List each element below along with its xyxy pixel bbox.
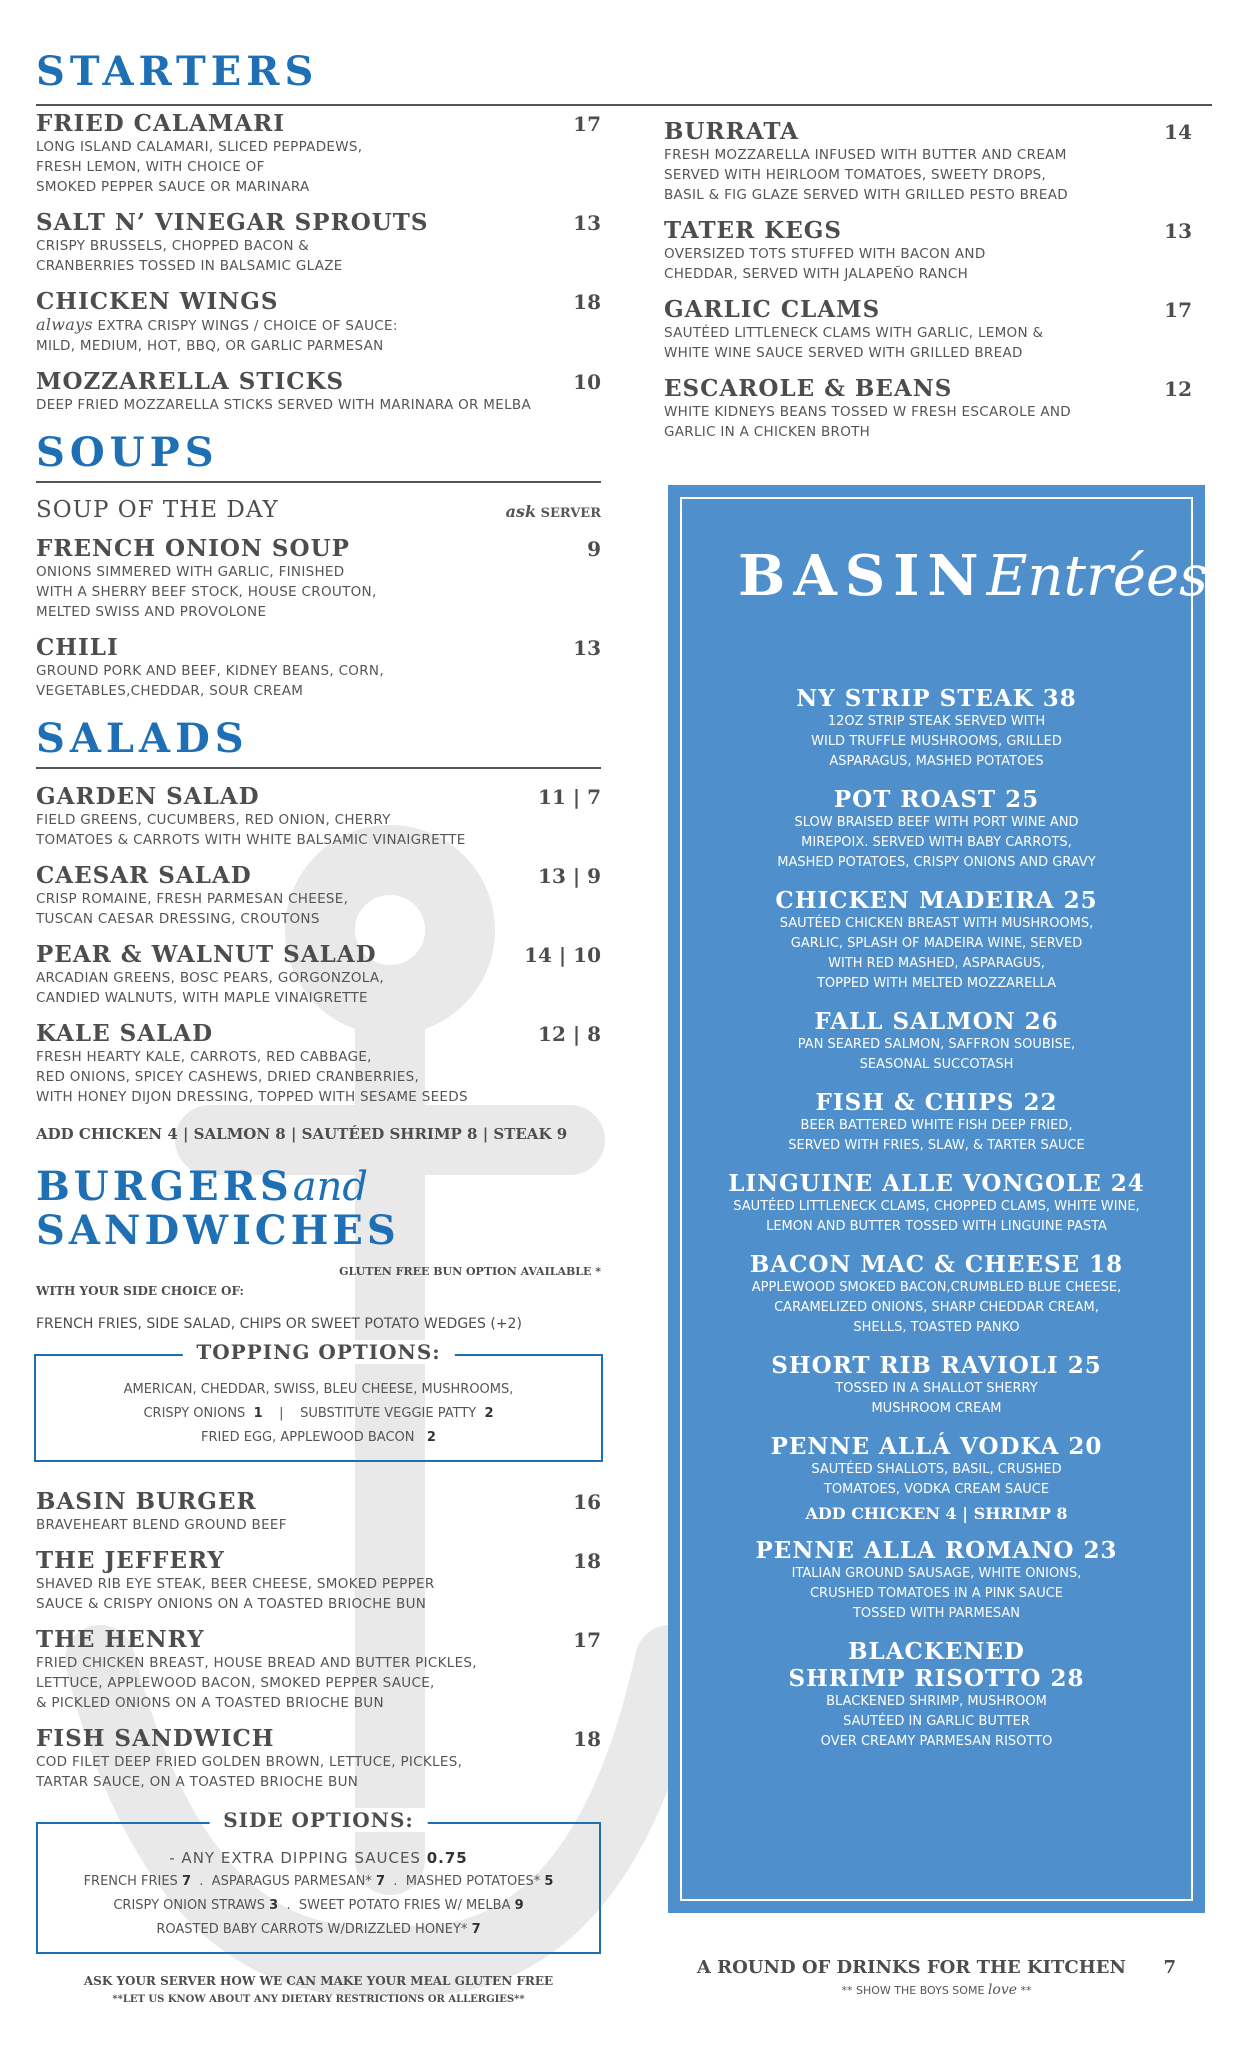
item-desc: DEEP FRIED MOZZARELLA STICKS SERVED WITH MARINARA OR MELBA <box>36 397 532 413</box>
entree-item <box>668 1537 1205 1624</box>
entree-item <box>668 1251 1205 1338</box>
topping-options-title: TOPPING OPTIONS: <box>182 1340 454 1364</box>
entree-desc: SAUTÉED LITTLENECK CLAMS, CHOPPED CLAMS, WHITE WINE, LEMON AND BUTTER TOSSED WITH LINGUINE PASTA <box>733 1199 1140 1234</box>
item-name: FISH SANDWICH <box>36 1725 275 1752</box>
entree-desc: 12OZ STRIP STEAK SERVED WITH WILD TRUFFLE MUSHROOMS, GRILLED ASPARAGUS, MASHED POTATOES <box>811 714 1062 769</box>
menu-item <box>36 783 601 850</box>
item-name: SALT N’ VINEGAR SPROUTS <box>36 209 429 236</box>
item-desc: FRESH MOZZARELLA INFUSED WITH BUTTER AND CREAM SERVED WITH HEIRLOOM TOMATOES, SWEETY DROPS, BASIL & FIG GLAZE SERVED WITH GRILLED PESTO BREAD <box>664 147 1068 203</box>
menu-item <box>664 118 1192 205</box>
starters-left-list <box>36 110 601 415</box>
side-choice-label: WITH YOUR SIDE CHOICE OF: <box>36 1284 244 1298</box>
item-desc: BRAVEHEART BLEND GROUND BEEF <box>36 1517 287 1533</box>
menu-item <box>36 209 601 276</box>
item-name: GARDEN SALAD <box>36 783 260 810</box>
side-choice-text: FRENCH FRIES, SIDE SALAD, CHIPS OR SWEET POTATO WEDGES (+2) <box>36 1316 522 1332</box>
entree-name: BACON MAC & CHEESE 18 <box>749 1251 1124 1278</box>
item-desc: CRISPY BRUSSELS, CHOPPED BACON & CRANBERRIES TOSSED IN BALSAMIC GLAZE <box>36 238 343 274</box>
item-price: 13 | 9 <box>538 864 601 888</box>
item-desc: ONIONS SIMMERED WITH GARLIC, FINISHED WITH A SHERRY BEEF STOCK, HOUSE CROUTON, MELTED SWISS AND PROVOLONE <box>36 564 377 620</box>
entree-desc: SAUTÉED SHALLOTS, BASIL, CRUSHED TOMATOES, VODKA CREAM SAUCE <box>811 1462 1062 1497</box>
menu-item <box>36 1626 601 1713</box>
item-desc: OVERSIZED TOTS STUFFED WITH BACON AND CHEDDAR, SERVED WITH JALAPEÑO RANCH <box>664 246 986 282</box>
item-price: 17 <box>573 112 601 136</box>
side-options-title: SIDE OPTIONS: <box>209 1808 428 1832</box>
entree-item <box>668 786 1205 873</box>
ask-server-note: ask SERVER <box>505 502 601 521</box>
menu-item <box>36 1547 601 1614</box>
entree-desc: BLACKENED SHRIMP, MUSHROOM SAUTÉED IN GARLIC BUTTER OVER CREAMY PARMESAN RISOTTO <box>820 1694 1053 1749</box>
item-price: 18 <box>573 290 601 314</box>
item-price: 13 <box>573 636 601 660</box>
salads-divider <box>36 767 601 769</box>
footer-kitchen-drinks <box>668 1957 1205 1998</box>
item-desc: CRISP ROMAINE, FRESH PARMESAN CHEESE, TUSCAN CAESAR DRESSING, CROUTONS <box>36 891 349 927</box>
item-name: THE JEFFERY <box>36 1547 225 1574</box>
item-price: 10 <box>573 370 601 394</box>
right-column <box>664 118 1192 454</box>
item-desc: GROUND PORK AND BEEF, KIDNEY BEANS, CORN, VEGETABLES,CHEDDAR, SOUR CREAM <box>36 663 384 699</box>
menu-item <box>664 296 1192 363</box>
item-price: 9 <box>587 537 601 561</box>
menu-item <box>36 862 601 929</box>
menu-item <box>36 1020 601 1107</box>
item-desc: SAUTÉED LITTLENECK CLAMS WITH GARLIC, LEMON & WHITE WINE SAUCE SERVED WITH GRILLED BREAD <box>664 325 1044 361</box>
entree-item <box>668 685 1205 772</box>
entree-item <box>668 1352 1205 1419</box>
menu-item <box>36 288 601 356</box>
menu-item <box>36 368 601 415</box>
item-price: 14 <box>1164 120 1192 144</box>
item-desc: SHAVED RIB EYE STEAK, BEER CHEESE, SMOKED PEPPER SAUCE & CRISPY ONIONS ON A TOASTED BRIOCHE BUN <box>36 1576 435 1612</box>
item-desc: COD FILET DEEP FRIED GOLDEN BROWN, LETTUCE, PICKLES, TARTAR SAUCE, ON A TOASTED BRIOCHE BUN <box>36 1754 463 1790</box>
entree-desc: TOSSED IN A SHALLOT SHERRY MUSHROOM CREAM <box>835 1381 1038 1416</box>
vodka-addons: ADD CHICKEN 4 | SHRIMP 8 <box>805 1504 1068 1523</box>
topping-line: AMERICAN, CHEDDAR, SWISS, BLEU CHEESE, MUSHROOMS, <box>123 1382 514 1397</box>
item-name: FRIED CALAMARI <box>36 110 286 137</box>
menu-item <box>36 1488 601 1535</box>
entree-desc: BEER BATTERED WHITE FISH DEEP FRIED, SERVED WITH FRIES, SLAW, & TARTER SAUCE <box>788 1118 1085 1153</box>
entree-name: CHICKEN MADEIRA 25 <box>775 887 1098 914</box>
dipping-line: - ANY EXTRA DIPPING SAUCES 0.75 <box>169 1849 468 1867</box>
item-name: PEAR & WALNUT SALAD <box>36 941 377 968</box>
entree-name: FISH & CHIPS 22 <box>815 1089 1058 1116</box>
item-name: BASIN BURGER <box>36 1488 257 1515</box>
item-name: TATER KEGS <box>664 217 842 244</box>
entree-name: LINGUINE ALLE VONGOLE 24 <box>728 1170 1145 1197</box>
side-line: ROASTED BABY CARROTS W/DRIZZLED HONEY* 7 <box>156 1922 481 1937</box>
entree-name: SHORT RIB RAVIOLI 25 <box>771 1352 1102 1379</box>
entree-item <box>668 1089 1205 1156</box>
entrees-list <box>668 685 1205 1766</box>
menu-item <box>36 110 601 197</box>
item-name: FRENCH ONION SOUP <box>36 535 350 562</box>
item-name: BURRATA <box>664 118 800 145</box>
side-line: FRENCH FRIES 7 . ASPARAGUS PARMESAN* 7 . MASHED POTATOES* 5 <box>83 1874 554 1889</box>
entree-name: NY STRIP STEAK 38 <box>796 685 1077 712</box>
item-name: KALE SALAD <box>36 1020 214 1047</box>
burgers-title: BURGERSand SANDWICHES <box>36 1163 400 1254</box>
item-price: 17 <box>573 1628 601 1652</box>
item-desc: WHITE KIDNEYS BEANS TOSSED W FRESH ESCAROLE AND GARLIC IN A CHICKEN BROTH <box>664 404 1071 440</box>
gluten-free-note: GLUTEN FREE BUN OPTION AVAILABLE * <box>339 1265 601 1278</box>
entree-desc: SAUTÉED CHICKEN BREAST WITH MUSHROOMS, GARLIC, SPLASH OF MADEIRA WINE, SERVED WITH RED MASHED, ASPARAGUS, TOPPED WITH MELTED MOZZARELLA <box>779 916 1094 991</box>
show-love-line: ** SHOW THE BOYS SOME love ** <box>841 1982 1032 1998</box>
entree-desc: SLOW BRAISED BEEF WITH PORT WINE AND MIREPOIX. SERVED WITH BABY CARROTS, MASHED POTATOES, CRISPY ONIONS AND GRAVY <box>777 815 1096 870</box>
item-name: CAESAR SALAD <box>36 862 252 889</box>
item-name: SOUP OF THE DAY <box>36 497 279 523</box>
menu-item <box>36 535 601 622</box>
entree-name: BLACKENED SHRIMP RISOTTO 28 <box>788 1638 1085 1692</box>
item-name: MOZZARELLA STICKS <box>36 368 345 395</box>
basin-entrees-logo: BASINEntrées <box>738 543 1208 609</box>
footer-gluten-free: ASK YOUR SERVER HOW WE CAN MAKE YOUR MEAL GLUTEN FREE **LET US KNOW ABOUT ANY DIETARY RESTRICTIONS OR ALLERGIES** <box>83 1974 554 2005</box>
always-script: always <box>36 315 93 334</box>
soups-title: SOUPS <box>36 429 219 476</box>
item-name: CHILI <box>36 634 119 661</box>
item-price: 13 <box>573 211 601 235</box>
side-line: CRISPY ONION STRAWS 3 . SWEET POTATO FRIES W/ MELBA 9 <box>113 1898 524 1913</box>
menu-item <box>36 634 601 701</box>
item-price: 18 <box>573 1727 601 1751</box>
left-column <box>36 48 601 2005</box>
item-price: 18 <box>573 1549 601 1573</box>
and-script: and <box>292 1164 368 1210</box>
item-name: THE HENRY <box>36 1626 205 1653</box>
item-desc: LONG ISLAND CALAMARI, SLICED PEPPADEWS, FRESH LEMON, WITH CHOICE OF SMOKED PEPPER SAUCE OR MARINARA <box>36 139 363 195</box>
item-price: 11 | 7 <box>538 785 601 809</box>
menu-item <box>664 217 1192 284</box>
item-price: 14 | 10 <box>524 943 601 967</box>
entree-desc: APPLEWOOD SMOKED BACON,CRUMBLED BLUE CHEESE, CARAMELIZED ONIONS, SHARP CHEDDAR CREAM, SHELLS, TOASTED PANKO <box>751 1280 1122 1335</box>
item-price: 12 <box>1164 377 1192 401</box>
item-desc: ARCADIAN GREENS, BOSC PEARS, GORGONZOLA, CANDIED WALNUTS, WITH MAPLE VINAIGRETTE <box>36 970 385 1006</box>
topping-line: CRISPY ONIONS 1 | SUBSTITUTE VEGGIE PATTY 2 <box>143 1406 494 1421</box>
entree-desc: ITALIAN GROUND SAUSAGE, WHITE ONIONS, CRUSHED TOMATOES IN A PINK SAUCE TOSSED WITH PARMESAN <box>791 1566 1082 1621</box>
item-price: 17 <box>1164 298 1192 322</box>
item-desc: FRIED CHICKEN BREAST, HOUSE BREAD AND BUTTER PICKLES, LETTUCE, APPLEWOOD BACON, SMOKED PEPPER SAUCE, & PICKLED ONIONS ON A TOASTED BRIOCHE BUN <box>36 1655 477 1711</box>
menu-item <box>36 497 601 523</box>
item-name: GARLIC CLAMS <box>664 296 881 323</box>
salads-title: SALADS <box>36 715 249 762</box>
entree-item <box>668 1433 1205 1500</box>
kitchen-drinks-line: A ROUND OF DRINKS FOR THE KITCHEN 7 <box>696 1957 1177 1978</box>
item-desc: FRESH HEARTY KALE, CARROTS, RED CABBAGE, RED ONIONS, SPICEY CASHEWS, DRIED CRANBERRIES, WITH HONEY DIJON DRESSING, TOPPED WITH SESAME SEEDS <box>36 1049 468 1105</box>
entree-item <box>668 887 1205 994</box>
entree-name: PENNE ALLÁ VODKA 20 <box>770 1433 1103 1460</box>
item-name: CHICKEN WINGS <box>36 288 279 315</box>
entree-name: FALL SALMON 26 <box>814 1008 1059 1035</box>
soups-divider <box>36 481 601 483</box>
entree-item <box>668 1008 1205 1075</box>
entree-name: POT ROAST 25 <box>833 786 1040 813</box>
item-price: 12 | 8 <box>538 1022 601 1046</box>
starters-title: STARTERS <box>36 48 319 95</box>
topping-options-box <box>34 1340 603 1462</box>
entree-item <box>668 1170 1205 1237</box>
menu-item <box>36 1725 601 1792</box>
side-options-box <box>36 1808 601 1954</box>
entrees-panel <box>668 485 1208 1913</box>
salad-addons: ADD CHICKEN 4 | SALMON 8 | SAUTÉED SHRIMP 8 | STEAK 9 <box>36 1125 568 1143</box>
item-name: ESCAROLE & BEANS <box>664 375 953 402</box>
entree-name: PENNE ALLA ROMANO 23 <box>755 1537 1118 1564</box>
menu-item <box>664 375 1192 442</box>
entree-item <box>668 1638 1205 1752</box>
entree-desc: PAN SEARED SALMON, SAFFRON SOUBISE, SEASONAL SUCCOTASH <box>797 1037 1076 1072</box>
menu-item <box>36 941 601 1008</box>
item-price: 16 <box>573 1490 601 1514</box>
topping-line: FRIED EGG, APPLEWOOD BACON 2 <box>201 1430 436 1445</box>
item-desc: FIELD GREENS, CUCUMBERS, RED ONION, CHERRY TOMATOES & CARROTS WITH WHITE BALSAMIC VINAIGRETTE <box>36 812 466 848</box>
item-price: 13 <box>1164 219 1192 243</box>
item-desc: always EXTRA CRISPY WINGS / CHOICE OF SAUCE: MILD, MEDIUM, HOT, BBQ, OR GARLIC PARMESAN <box>36 315 398 354</box>
